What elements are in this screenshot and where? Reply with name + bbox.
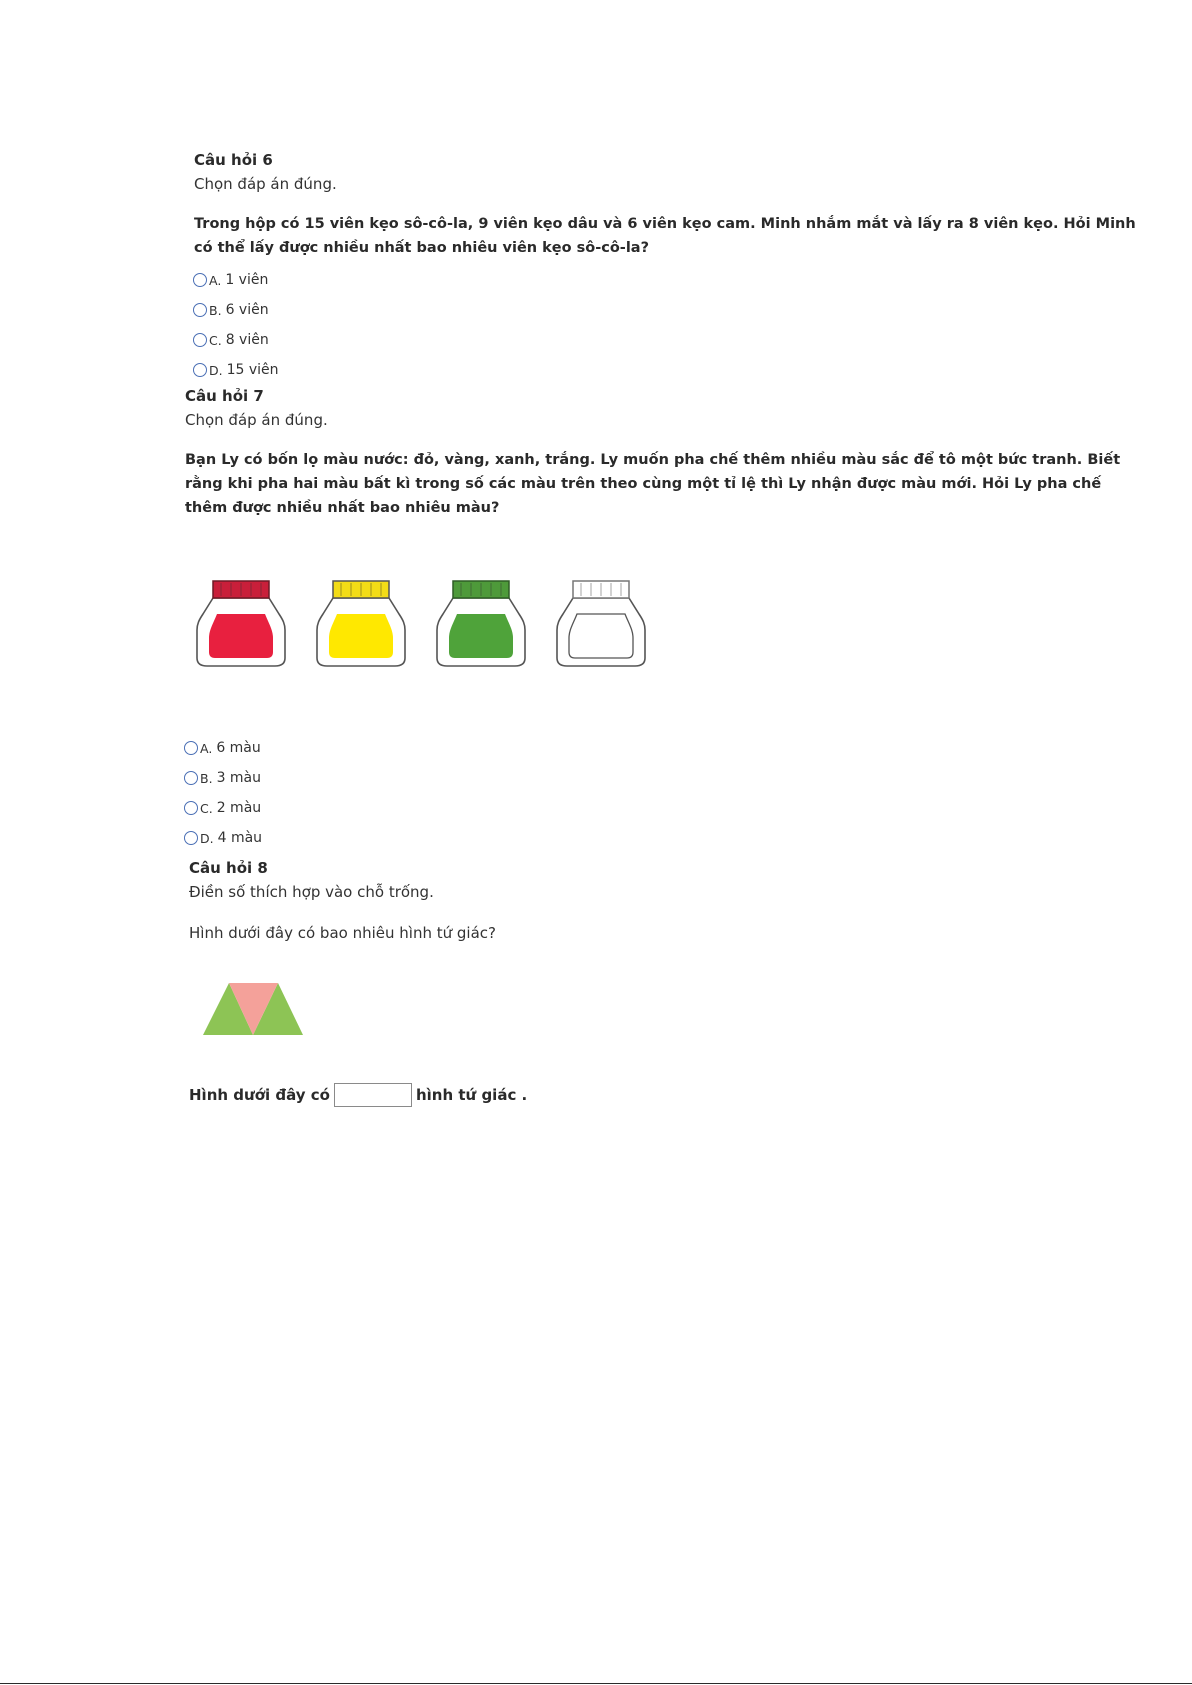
- yellow-jar-paint: [329, 614, 393, 658]
- question-6-option-d[interactable]: D. 15 viên: [193, 362, 279, 378]
- question-6-option-c[interactable]: C. 8 viên: [193, 332, 269, 348]
- radio-button[interactable]: [184, 831, 198, 845]
- question-7-title: Câu hỏi 7: [185, 387, 264, 405]
- question-7-instruction: Chọn đáp án đúng.: [185, 411, 328, 429]
- question-8-instruction: Điền số thích hợp vào chỗ trống.: [189, 883, 434, 901]
- radio-button[interactable]: [193, 333, 207, 347]
- question-7-text-line3: thêm được nhiều nhất bao nhiêu màu?: [185, 500, 500, 516]
- question-7-text-line2: rằng khi pha hai màu bất kì trong số các màu trên theo cùng một tỉ lệ thì Ly nhận được màu mới. Hỏi Ly pha chế: [185, 476, 1102, 492]
- green-jar-paint: [449, 614, 513, 658]
- question-7-option-a[interactable]: A. 6 màu: [184, 740, 261, 756]
- radio-button[interactable]: [193, 363, 207, 377]
- question-8-title: Câu hỏi 8: [189, 859, 268, 877]
- quadrilateral-figure: [203, 983, 305, 1036]
- answer-input[interactable]: [334, 1083, 412, 1107]
- radio-button[interactable]: [184, 741, 198, 755]
- question-6-text-line1: Trong hộp có 15 viên kẹo sô-cô-la, 9 viên kẹo dâu và 6 viên kẹo cam. Minh nhắm mắt và lấy ra 8 viên kẹo. Hỏi Minh: [194, 216, 1136, 232]
- radio-button[interactable]: [184, 801, 198, 815]
- question-6-text-line2: có thể lấy được nhiều nhất bao nhiêu viên kẹo sô-cô-la?: [194, 240, 649, 256]
- question-6-option-b[interactable]: B. 6 viên: [193, 302, 269, 318]
- fill-in-sentence: [189, 1083, 527, 1107]
- radio-button[interactable]: [193, 273, 207, 287]
- question-7-option-b[interactable]: B. 3 màu: [184, 770, 261, 786]
- question-8-text: Hình dưới đây có bao nhiêu hình tứ giác?: [189, 924, 496, 942]
- radio-button[interactable]: [184, 771, 198, 785]
- question-6-option-a[interactable]: A. 1 viên: [193, 272, 268, 288]
- radio-button[interactable]: [193, 303, 207, 317]
- paint-jars-illustration: [195, 578, 655, 668]
- question-6-instruction: Chọn đáp án đúng.: [194, 175, 337, 193]
- fill-after-text: hình tứ giác .: [415, 1086, 528, 1104]
- question-7-text-line1: Bạn Ly có bốn lọ màu nước: đỏ, vàng, xanh, trắng. Ly muốn pha chế thêm nhiều màu sắc để tô một bức tranh. Biết: [185, 452, 1121, 468]
- white-jar-paint: [569, 614, 633, 658]
- question-7-option-d[interactable]: D. 4 màu: [184, 830, 262, 846]
- question-7-option-c[interactable]: C. 2 màu: [184, 800, 261, 816]
- red-jar-paint: [209, 614, 273, 658]
- page-bottom-rule: [0, 1683, 1192, 1684]
- question-6-title: Câu hỏi 6: [194, 151, 273, 169]
- fill-before-text: Hình dưới đây có: [189, 1086, 330, 1104]
